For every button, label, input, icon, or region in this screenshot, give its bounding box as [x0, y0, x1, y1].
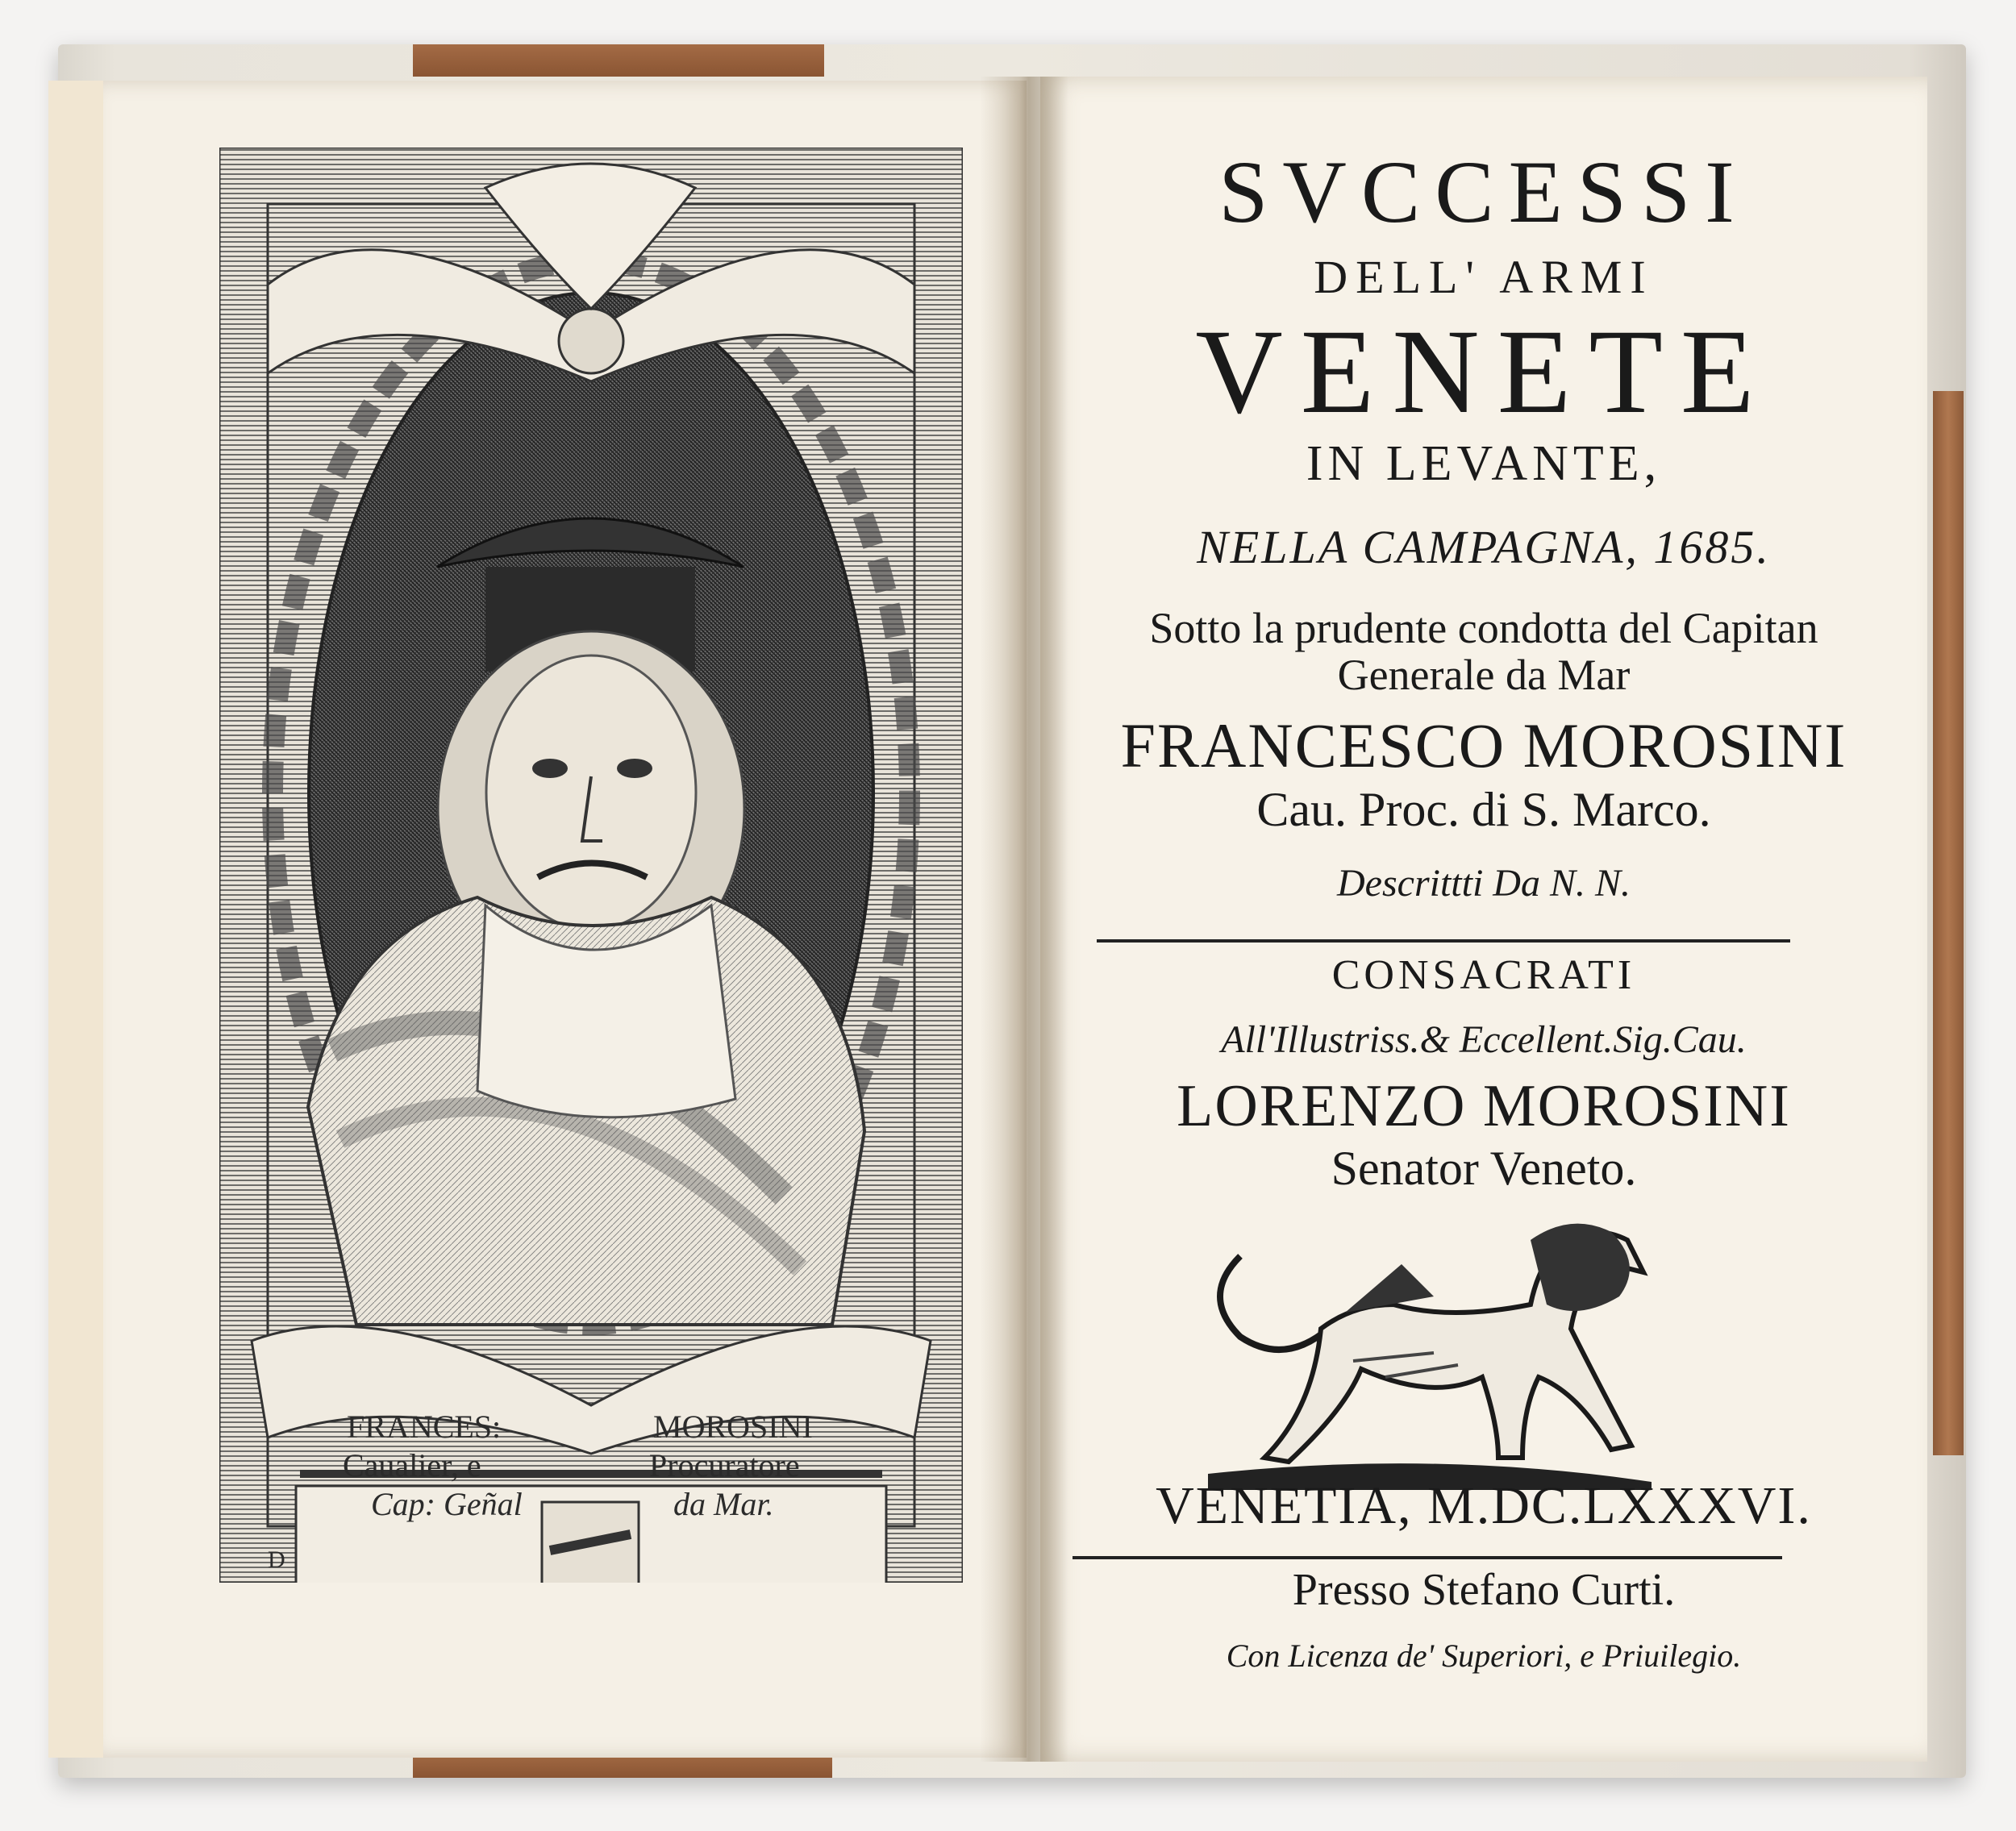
title-line-in-levante: IN LEVANTE,	[1306, 436, 1662, 491]
title-line-senator: Senator Veneto.	[1331, 1142, 1637, 1195]
leather-band-top	[413, 44, 824, 77]
title-line-licenza: Con Licenza de' Superiori, e Priuilegio.	[1226, 1637, 1742, 1674]
title-line-consacrati: CONSACRATI	[1331, 952, 1636, 998]
lion-printers-device	[1192, 1216, 1668, 1490]
title-line-presso: Presso Stefano Curti.	[1292, 1565, 1676, 1615]
title-line-cau-proc: Cau. Proc. di S. Marco.	[1256, 783, 1711, 836]
title-line-francesco: FRANCESCO MOROSINI	[1120, 710, 1847, 780]
leather-edge-right	[1933, 391, 1964, 1455]
title-rule-2	[1073, 1556, 1782, 1559]
plate-caption-left-1: FRANCES:	[347, 1409, 502, 1445]
title-line-illustriss: All'Illustriss.& Eccellent.Sig.Cau.	[1221, 1018, 1747, 1061]
title-line-venete: VENETE	[1195, 305, 1772, 439]
title-line-generale: Generale da Mar	[1337, 651, 1631, 699]
title-line-lorenzo: LORENZO MOROSINI	[1177, 1073, 1791, 1139]
title-rule-1	[1097, 939, 1790, 943]
title-line-sotto: Sotto la prudente condotta del Capitan	[1149, 604, 1818, 652]
portrait-engraving	[219, 148, 963, 1583]
title-line-venetia: VENETIA, M.DC.LXXXVI.	[1156, 1476, 1812, 1535]
title-line-successi: SVCCESSI	[1218, 143, 1749, 241]
plate-caption-left-3: Cap: Geñal	[371, 1486, 523, 1522]
plate-caption-left-2: Caualier, e	[343, 1447, 481, 1484]
title-line-descritti: Descrittti Da N. N.	[1336, 862, 1631, 905]
title-line-campagna: NELLA CAMPAGNA, 1685.	[1197, 521, 1771, 573]
plate-caption-right-3: da Mar.	[673, 1486, 774, 1522]
title-line-dellarmi: DELL' ARMI	[1314, 251, 1654, 303]
engraver-mark: D	[268, 1546, 285, 1573]
plate-caption-right-2: Procuratore	[649, 1447, 800, 1484]
plate-caption-right-1: MOROSINI	[653, 1409, 813, 1445]
